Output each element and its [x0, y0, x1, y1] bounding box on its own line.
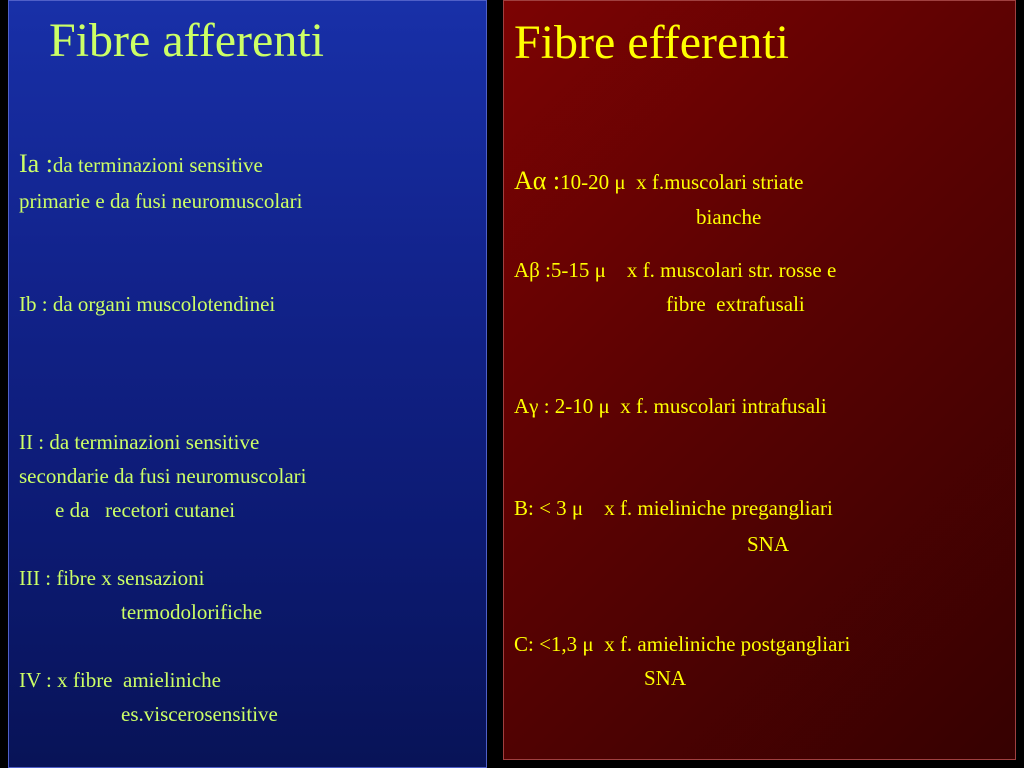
ii-line-1: II : da terminazioni sensitive — [19, 430, 260, 454]
ii-line-2: secondarie da fusi neuromuscolari — [19, 464, 307, 488]
iv-line-1: IV : x fibre amieliniche — [19, 668, 221, 692]
agamma-line: Aγ : 2-10 μ x f. muscolari intrafusali — [514, 394, 827, 418]
b-line-2: SNA — [747, 532, 790, 556]
ia-line-1 — [19, 147, 263, 182]
c-line-2: SNA — [644, 666, 687, 690]
abeta-line-1: Aβ :5-15 μ x f. muscolari str. rosse e — [514, 258, 837, 282]
aalpha-line-1 — [514, 164, 804, 199]
c-line-1: C: <1,3 μ x f. amieliniche postgangliari — [514, 632, 851, 656]
aalpha-line-2: bianche — [696, 205, 762, 229]
ib-line: Ib : da organi muscolotendinei — [19, 292, 276, 316]
ii-line-3: e da recetori cutanei — [55, 498, 236, 522]
efferent-title: Fibre efferenti — [514, 16, 789, 69]
afferent-panel — [8, 0, 487, 768]
efferent-panel — [503, 0, 1016, 760]
ia-text-1: da terminazioni sensitive — [52, 153, 263, 177]
b-line-1: B: < 3 μ x f. mieliniche pregangliari — [514, 496, 833, 520]
iv-line-2: es.viscerosensitive — [121, 702, 278, 726]
abeta-line-2: fibre extrafusali — [666, 292, 805, 316]
aalpha-label: Aα : — [514, 166, 561, 195]
iii-line-2: termodolorifiche — [121, 600, 263, 624]
afferent-title: Fibre afferenti — [49, 14, 324, 67]
ia-label: Ia : — [19, 149, 53, 178]
ia-line-2: primarie e da fusi neuromuscolari — [19, 189, 303, 213]
iii-line-1: III : fibre x sensazioni — [19, 566, 205, 590]
aalpha-text-1: 10-20 μ x f.muscolari striate — [560, 170, 804, 194]
